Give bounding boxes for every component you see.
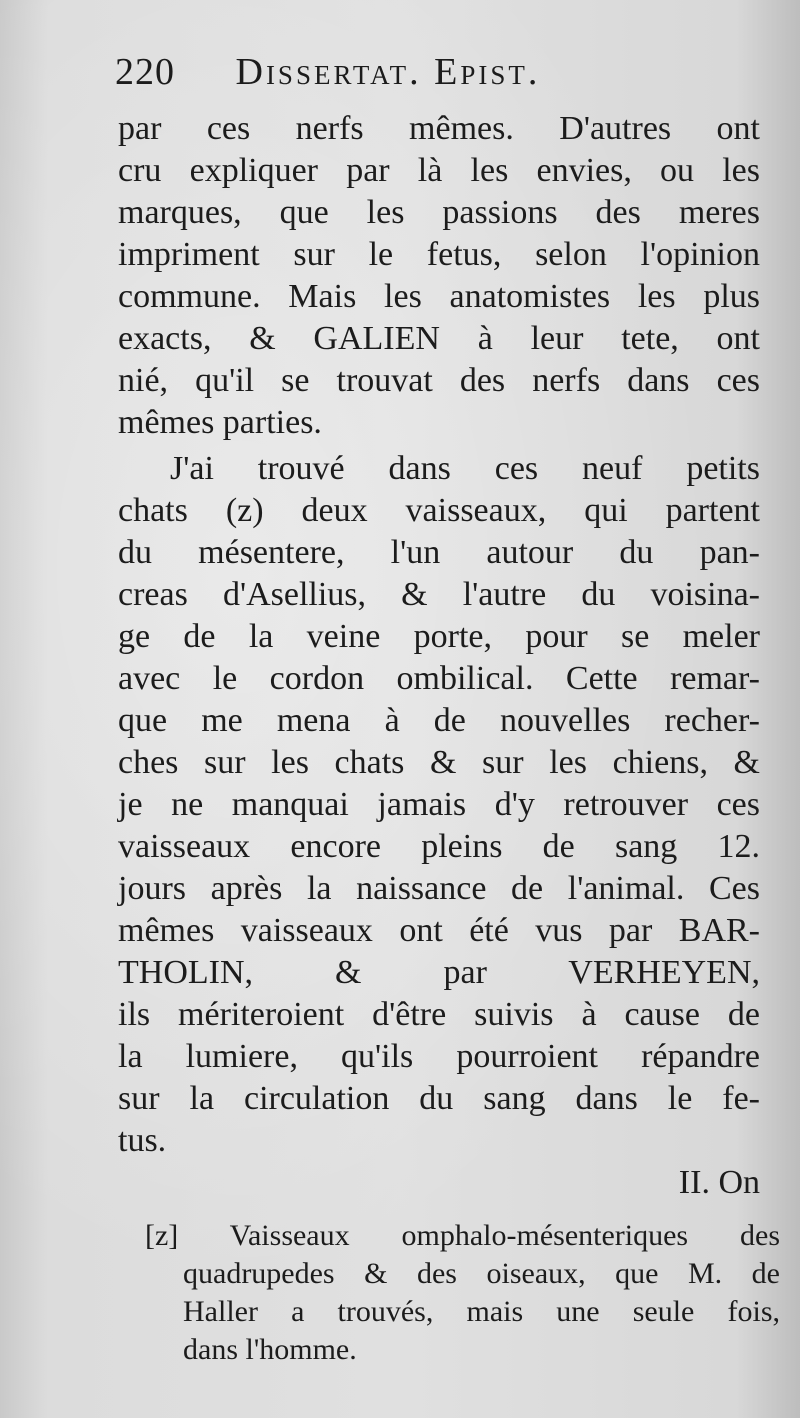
text-line: commune. Mais les anatomistes les plus bbox=[118, 278, 760, 315]
text-line: impriment sur le fetus, selon l'opinion bbox=[118, 236, 760, 273]
text-line: par ces nerfs mêmes. D'autres ont bbox=[118, 110, 760, 147]
text-line: exacts, & GALIEN à leur tete, ont bbox=[118, 320, 760, 357]
text-line: nié, qu'il se trouvat des nerfs dans ces bbox=[118, 362, 760, 399]
text-line: la lumiere, qu'ils pourroient répandre bbox=[118, 1038, 760, 1075]
text-line: ge de la veine porte, pour se meler bbox=[118, 618, 760, 655]
footnote-line: [z] Vaisseaux omphalo-mésenteriques des bbox=[145, 1219, 780, 1252]
footnote-line: Haller a trouvés, mais une seule fois, bbox=[183, 1295, 780, 1328]
text-line: que me mena à de nouvelles recher- bbox=[118, 702, 760, 739]
text-line: du mésentere, l'un autour du pan- bbox=[118, 534, 760, 571]
text-line: avec le cordon ombilical. Cette remar- bbox=[118, 660, 760, 697]
text-line: marques, que les passions des meres bbox=[118, 194, 760, 231]
page-number: 220 bbox=[115, 51, 175, 93]
text-line: creas d'Asellius, & l'autre du voisina- bbox=[118, 576, 760, 613]
footnote-line: quadrupedes & des oiseaux, que M. de bbox=[183, 1257, 780, 1290]
footnote-line: dans l'homme. bbox=[183, 1333, 357, 1366]
text-line: THOLIN, & par VERHEYEN, bbox=[118, 954, 760, 991]
paragraph-first-line: J'ai trouvé dans ces neuf petits bbox=[170, 450, 760, 487]
text-line: jours après la naissance de l'animal. Ces bbox=[118, 870, 760, 907]
text-line: je ne manquai jamais d'y retrouver ces bbox=[118, 786, 760, 823]
text-line: sur la circulation du sang dans le fe- bbox=[118, 1080, 760, 1117]
text-line: ches sur les chats & sur les chiens, & bbox=[118, 744, 760, 781]
page-header bbox=[115, 50, 540, 94]
text-line: vaisseaux encore pleins de sang 12. bbox=[118, 828, 760, 865]
text-line: mêmes parties. bbox=[118, 404, 322, 441]
text-line: ils mériteroient d'être suivis à cause de bbox=[118, 996, 760, 1033]
text-line: mêmes vaisseaux ont été vus par BAR- bbox=[118, 912, 760, 949]
text-line: chats (z) deux vaisseaux, qui partent bbox=[118, 492, 760, 529]
text-line: tus. bbox=[118, 1122, 167, 1159]
catchword: II. On bbox=[678, 1164, 760, 1201]
text-line: cru expliquer par là les envies, ou les bbox=[118, 152, 760, 189]
running-title: Dissertat. Epist. bbox=[235, 51, 541, 93]
